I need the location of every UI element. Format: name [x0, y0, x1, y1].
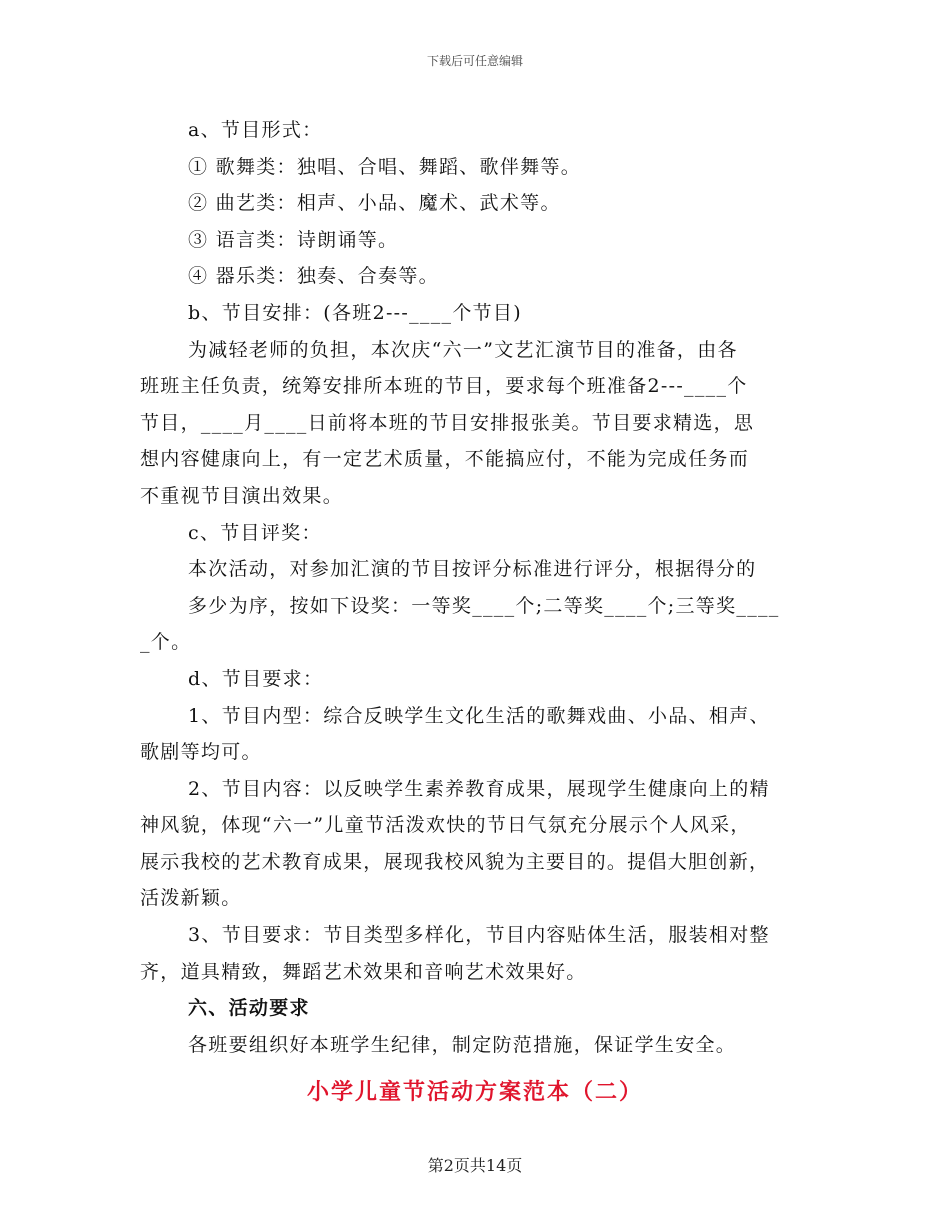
requirement-1-line: 歌剧等均可。 — [140, 741, 262, 764]
requirement-2-line: 展示我校的艺术教育成果，展现我校风貌为主要目的。提倡大胆创新， — [140, 850, 770, 873]
document-title: 小学儿童节活动方案范本（二） — [306, 1079, 643, 1105]
requirement-2-line: 2、节目内容：以反映学生素养教育成果，展现学生健康向上的精 — [188, 777, 770, 800]
paragraph-line: 节目，____月____日前将本班的节目安排报张美。节目要求精选，思 — [140, 411, 755, 434]
page-header: 下载后可任意编辑 — [426, 54, 523, 68]
list-item-instrumental: ④ 器乐类：独奏、合奏等。 — [188, 265, 439, 288]
document-body — [140, 112, 812, 1063]
requirement-2-line: 神风貌，体现“六一”儿童节活泼欢快的节日气氛充分展示个人风采， — [140, 814, 751, 837]
section-c-heading: c、节目评奖： — [188, 521, 322, 544]
requirement-3-line: 齐，道具精致，舞蹈艺术效果和音响艺术效果好。 — [140, 960, 587, 983]
paragraph-line: 各班要组织好本班学生纪律，制定防范措施，保证学生安全。 — [188, 1033, 737, 1056]
paragraph-line: 想内容健康向上，有一定艺术质量，不能搞应付，不能为完成任务而 — [140, 448, 750, 471]
requirement-1-line: 1、节目内型：综合反映学生文化生活的歌舞戏曲、小品、相声、 — [188, 704, 770, 727]
paragraph-line: 班班主任负责，统筹安排所本班的节目，要求每个班准备2---____个 — [140, 375, 748, 398]
requirement-2-line: 活泼新颖。 — [140, 887, 242, 910]
section-d-heading: d、节目要求： — [188, 667, 324, 690]
requirement-3-line: 3、节目要求：节目类型多样化，节目内容贴体生活，服装相对整 — [188, 924, 770, 947]
section-b-heading: b、节目安排：(各班2---____个节目) — [188, 301, 522, 324]
paragraph-line: 本次活动，对参加汇演的节目按评分标准进行评分，根据得分的 — [188, 558, 757, 581]
paragraph-line: 不重视节目演出效果。 — [140, 484, 344, 507]
page-footer: 第2页共14页 — [427, 1156, 523, 1175]
paragraph-line: 多少为序，按如下设奖：一等奖____个;二等奖____个;三等奖____ — [188, 594, 780, 617]
section-six-heading: 六、活动要求 — [188, 997, 310, 1020]
paragraph-line: _个。 — [140, 631, 192, 654]
section-a-heading: a、节目形式： — [188, 119, 323, 141]
list-item-folk-art: ② 曲艺类：相声、小品、魔术、武术等。 — [188, 192, 561, 215]
paragraph-line: 为减轻老师的负担，本次庆“六一”文艺汇演节目的准备，由各 — [188, 338, 738, 361]
list-item-song-dance: ① 歌舞类：独唱、合唱、舞蹈、歌伴舞等。 — [188, 155, 582, 178]
list-item-language: ③ 语言类：诗朗诵等。 — [188, 228, 399, 251]
